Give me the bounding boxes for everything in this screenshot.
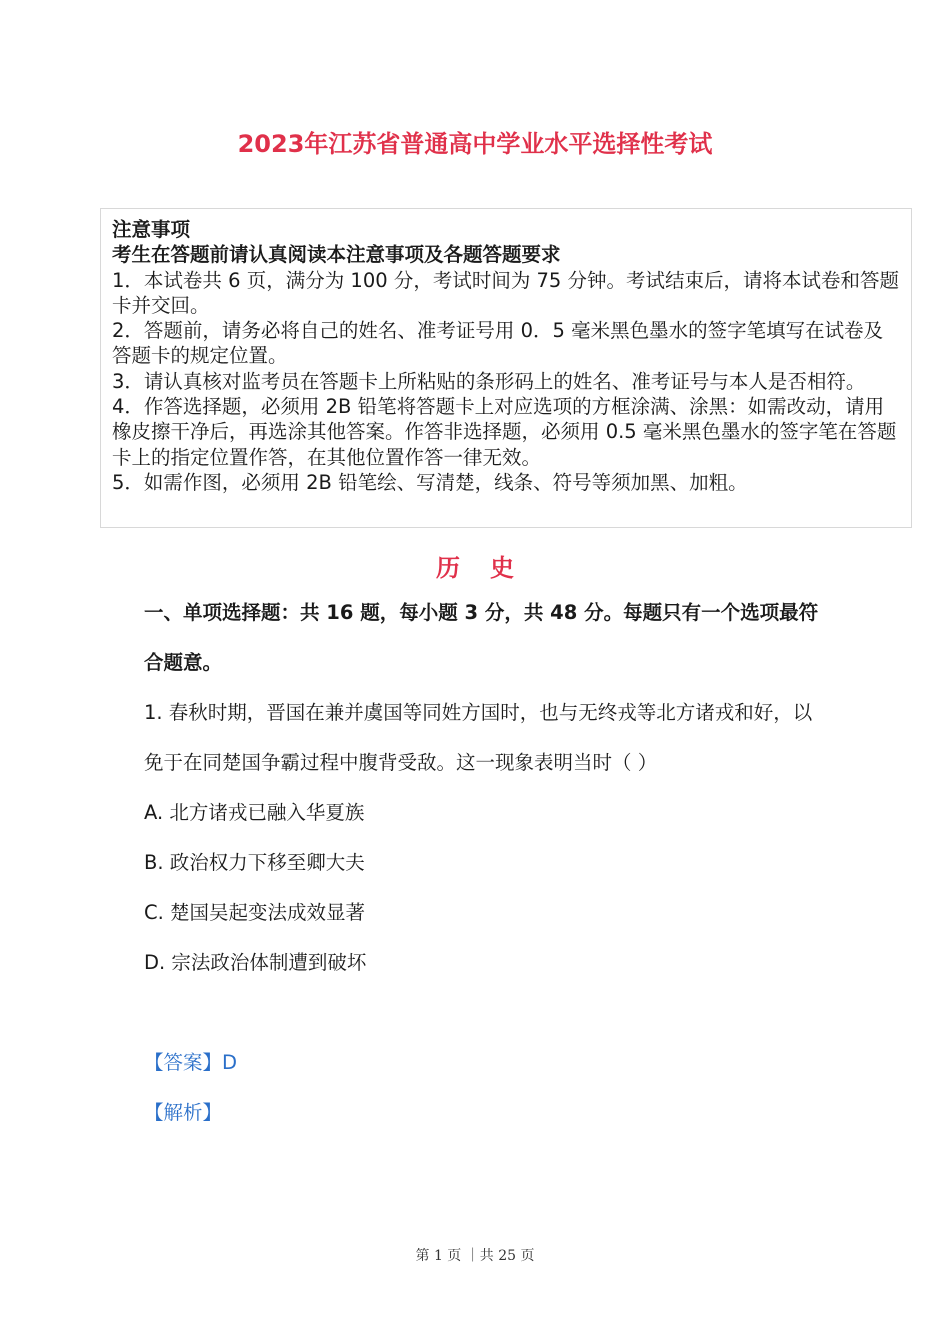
page-footer: 第 1 页 ｜共 25 页 bbox=[415, 1248, 535, 1264]
option-a: A. 北方诸戎已融入华夏族 bbox=[144, 801, 365, 824]
notice-item: 4．作答选择题，必须用 2B 铅笔将答题卡上对应选项的方框涂满、涂黑：如需改动，请用橡皮擦干净后，再选涂其他答案。作答非选择题，必须用 0.5 毫米黑色墨水的签字笔在答题卡上的指定位置作答，在其他位置作答一律无效。 bbox=[112, 395, 897, 469]
notice-heading: 注意事项 bbox=[112, 218, 191, 241]
notice-box bbox=[100, 208, 912, 528]
answer-label: 【答案】D bbox=[144, 1051, 238, 1074]
notice-item: 2．答题前，请务必将自己的姓名、准考证号用 0．5 毫米黑色墨水的签字笔填写在试卷及答题卡的规定位置。 bbox=[112, 319, 884, 368]
notice-subheading: 考生在答题前请认真阅读本注意事项及各题答题要求 bbox=[112, 243, 561, 267]
document-title: 2023年江苏省普通高中学业水平选择性考试 bbox=[237, 130, 713, 158]
option-c: C. 楚国吴起变法成效显著 bbox=[144, 901, 366, 924]
question-stem: 1. 春秋时期，晋国在兼并虞国等同姓方国时，也与无终戎等北方诸戎和好，以免于在同楚国争霸过程中腹背受敌。这一现象表明当时（ ） bbox=[144, 701, 813, 774]
option-b: B. 政治权力下移至卿大夫 bbox=[144, 851, 365, 874]
subject-title: 历史 bbox=[436, 554, 544, 582]
notice-item: 1．本试卷共 6 页，满分为 100 分，考试时间为 75 分钟。考试结束后，请将本试卷和答题卡并交回。 bbox=[112, 268, 900, 317]
analysis-label: 【解析】 bbox=[144, 1101, 223, 1124]
section-heading: 一、单项选择题：共 16 题，每小题 3 分，共 48 分。每题只有一个选项最符合题意。 bbox=[144, 601, 819, 674]
notice-item: 5．如需作图，必须用 2B 铅笔绘、写清楚，线条、符号等须加黑、加粗。 bbox=[112, 470, 748, 494]
option-d: D. 宗法政治体制遭到破坏 bbox=[144, 951, 367, 974]
notice-item: 3．请认真核对监考员在答题卡上所粘贴的条形码上的姓名、准考证号与本人是否相符。 bbox=[112, 369, 866, 393]
question-body bbox=[144, 588, 824, 1138]
